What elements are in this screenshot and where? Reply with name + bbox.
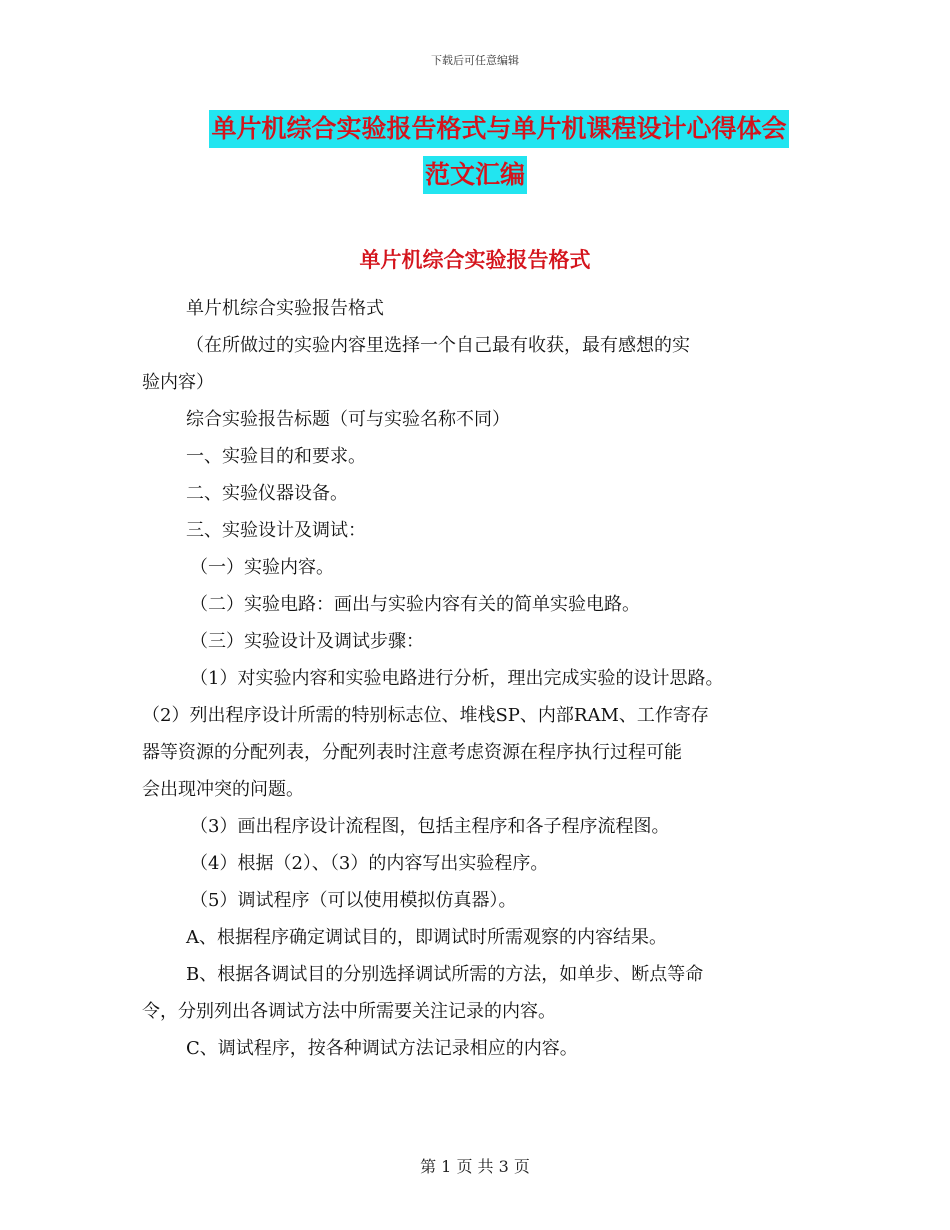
section-heading: 单片机综合实验报告格式 bbox=[359, 248, 591, 272]
paragraph: 会出现冲突的问题。 bbox=[142, 779, 304, 800]
paragraph: B、根据各调试目的分别选择调试所需的方法，如单步、断点等命 bbox=[186, 964, 704, 985]
paragraph: （三）实验设计及调试步骤： bbox=[190, 631, 424, 652]
paragraph: 器等资源的分配列表，分配列表时注意考虑资源在程序执行过程可能 bbox=[142, 742, 682, 763]
paragraph: 验内容） bbox=[142, 372, 214, 393]
paragraph: C、调试程序，按各种调试方法记录相应的内容。 bbox=[186, 1038, 578, 1059]
paragraph: （一）实验内容。 bbox=[190, 557, 334, 578]
paragraph: （5）调试程序（可以使用模拟仿真器）。 bbox=[190, 890, 517, 911]
title-line-2: 范文汇编 bbox=[423, 156, 527, 194]
paragraph: 综合实验报告标题（可与实验名称不同） bbox=[186, 409, 510, 430]
paragraph: （4）根据（2）、（3）的内容写出实验程序。 bbox=[190, 853, 549, 874]
title-line-1: 单片机综合实验报告格式与单片机课程设计心得体会 bbox=[209, 110, 788, 148]
paragraph: 三、实验设计及调试： bbox=[186, 520, 366, 541]
paragraph: （二）实验电路：画出与实验内容有关的简单实验电路。 bbox=[190, 594, 640, 615]
paragraph: 二、实验仪器设备。 bbox=[186, 483, 348, 504]
page-number-footer: 第 1 页 共 3 页 bbox=[420, 1157, 530, 1176]
paragraph: （在所做过的实验内容里选择一个自己最有收获，最有感想的实 bbox=[186, 335, 690, 356]
paragraph: 一、实验目的和要求。 bbox=[186, 446, 366, 467]
paragraph: （3）画出程序设计流程图，包括主程序和各子程序流程图。 bbox=[190, 816, 670, 837]
paragraph: 令，分别列出各调试方法中所需要关注记录的内容。 bbox=[142, 1001, 556, 1022]
page-header-note: 下载后可任意编辑 bbox=[431, 54, 519, 67]
paragraph: （1）对实验内容和实验电路进行分析，理出完成实验的设计思路。 bbox=[190, 668, 724, 689]
document-body bbox=[142, 290, 817, 1067]
document-title bbox=[0, 110, 950, 194]
paragraph: 单片机综合实验报告格式 bbox=[186, 298, 384, 319]
paragraph: A、根据程序确定调试目的，即调试时所需观察的内容结果。 bbox=[186, 927, 667, 948]
paragraph: （2）列出程序设计所需的特别标志位、堆栈SP、内部RAM、工作寄存 bbox=[142, 705, 709, 726]
